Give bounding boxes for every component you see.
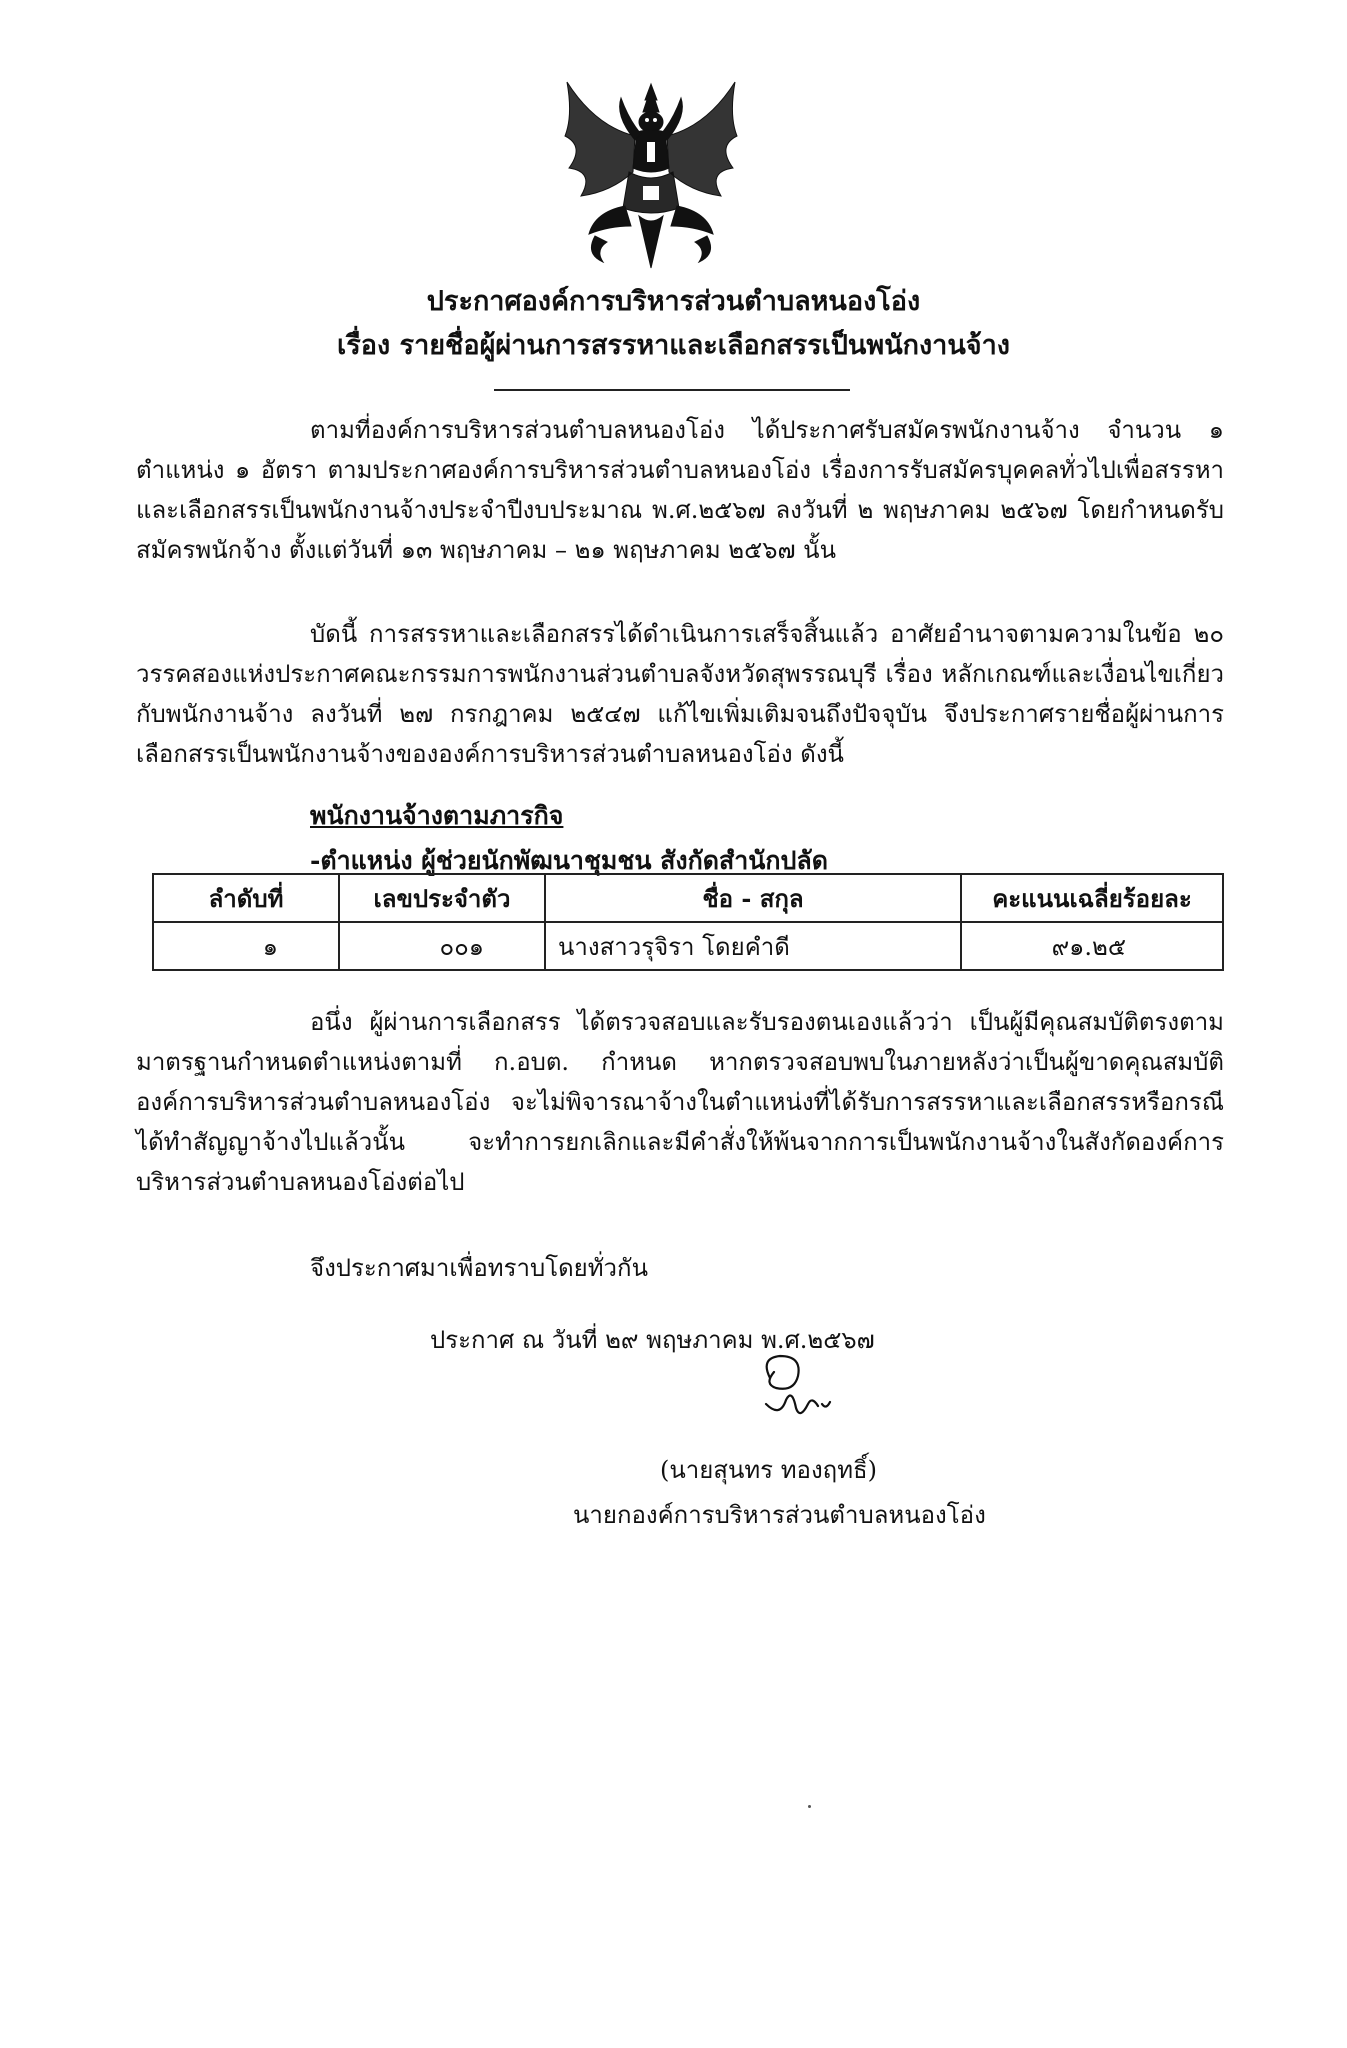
cell-name: นางสาวรุจิรา โดยคำดี: [545, 922, 961, 970]
closing-statement: จึงประกาศมาเพื่อทราบโดยทั่วกัน: [310, 1254, 648, 1282]
header-score: คะแนนเฉลี่ยร้อยละ: [961, 874, 1223, 922]
garuda-emblem-icon: [555, 76, 747, 272]
cell-id: ๐๐๑: [339, 922, 545, 970]
announcement-date: ประกาศ ณ วันที่ ๒๙ พฤษภาคม พ.ศ.๒๕๖๗: [430, 1326, 875, 1354]
signer-name: (นายสุนทร ทองฤทธิ์): [660, 1456, 878, 1484]
scan-speck: [808, 1805, 811, 1808]
position-heading: -ตำแหน่ง ผู้ช่วยนักพัฒนาชุมชน สังกัดสำนักปลัด: [310, 846, 828, 875]
results-table: [152, 873, 1224, 971]
header-order: ลำดับที่: [153, 874, 339, 922]
announcement-subject: เรื่อง รายชื่อผู้ผ่านการสรรหาและเลือกสรรเป็นพนักงานจ้าง: [337, 330, 1010, 361]
header-id: เลขประจำตัว: [339, 874, 545, 922]
paragraph-background: ตามที่องค์การบริหารส่วนตำบลหนองโอ่ง ได้ประกาศรับสมัครพนักงานจ้าง จำนวน ๑ ตำแหน่ง ๑ อัตรา ตามประกาศองค์การบริหารส่วนตำบลหนองโอ่ง เรื่องการรับสมัครบุคคลทั่วไปเพื่อสรรหาและเลือกสรรเป็นพนักงานจ้างประจำปีงบประมาณ พ.ศ.๒๕๖๗ ลงวันที่ ๒ พฤษภาคม ๒๕๖๗ โดยกำหนดรับสมัครพนักจ้าง ตั้งแต่วันที่ ๑๓ พฤษภาคม – ๒๑ พฤษภาคม ๒๕๖๗ นั้น: [136, 416, 1224, 564]
title-divider: [494, 389, 850, 391]
table-row: [153, 922, 1223, 970]
cell-score: ๙๑.๒๕: [961, 922, 1223, 970]
signature-icon: [740, 1348, 850, 1438]
paragraph-result: บัดนี้ การสรรหาและเลือกสรรได้ดำเนินการเสร็จสิ้นแล้ว อาศัยอำนาจตามความในข้อ ๒๐ วรรคสองแห่งประกาศคณะกรรมการพนักงานส่วนตำบลจังหวัดสุพรรณบุรี เรื่อง หลักเกณฑ์และเงื่อนไขเกี่ยวกับพนักงานจ้าง ลงวันที่ ๒๗ กรกฎาคม ๒๕๔๗ แก้ไขเพิ่มเติมจนถึงปัจจุบัน จึงประกาศรายชื่อผู้ผ่านการเลือกสรรเป็นพนักงานจ้างขององค์การบริหารส่วนตำบลหนองโอ่ง ดังนี้: [136, 620, 1224, 768]
signer-position: นายกองค์การบริหารส่วนตำบลหนองโอ่ง: [573, 1501, 986, 1529]
header-name: ชื่อ - สกุล: [545, 874, 961, 922]
paragraph-conditions: อนึ่ง ผู้ผ่านการเลือกสรร ได้ตรวจสอบและรับรองตนเองแล้วว่า เป็นผู้มีคุณสมบัติตรงตามมาตรฐานกำหนดตำแหน่งตามที่ ก.อบต. กำหนด หากตรวจสอบพบในภายหลังว่าเป็นผู้ขาดคุณสมบัติ องค์การบริหารส่วนตำบลหนองโอ่ง จะไม่พิจารณาจ้างในตำแหน่งที่ได้รับการสรรหาและเลือกสรรหรือกรณีได้ทำสัญญาจ้างไปแล้วนั้น จะทำการยกเลิกและมีคำสั่งให้พ้นจากการเป็นพนักงานจ้างในสังกัดองค์การบริหารส่วนตำบลหนองโอ่งต่อไป: [136, 1008, 1224, 1196]
announcement-title: ประกาศองค์การบริหารส่วนตำบลหนองโอ่ง: [426, 286, 921, 317]
employee-type-heading: พนักงานจ้างตามภารกิจ: [310, 801, 564, 830]
table-header-row: [153, 874, 1223, 922]
cell-order: ๑: [153, 922, 339, 970]
